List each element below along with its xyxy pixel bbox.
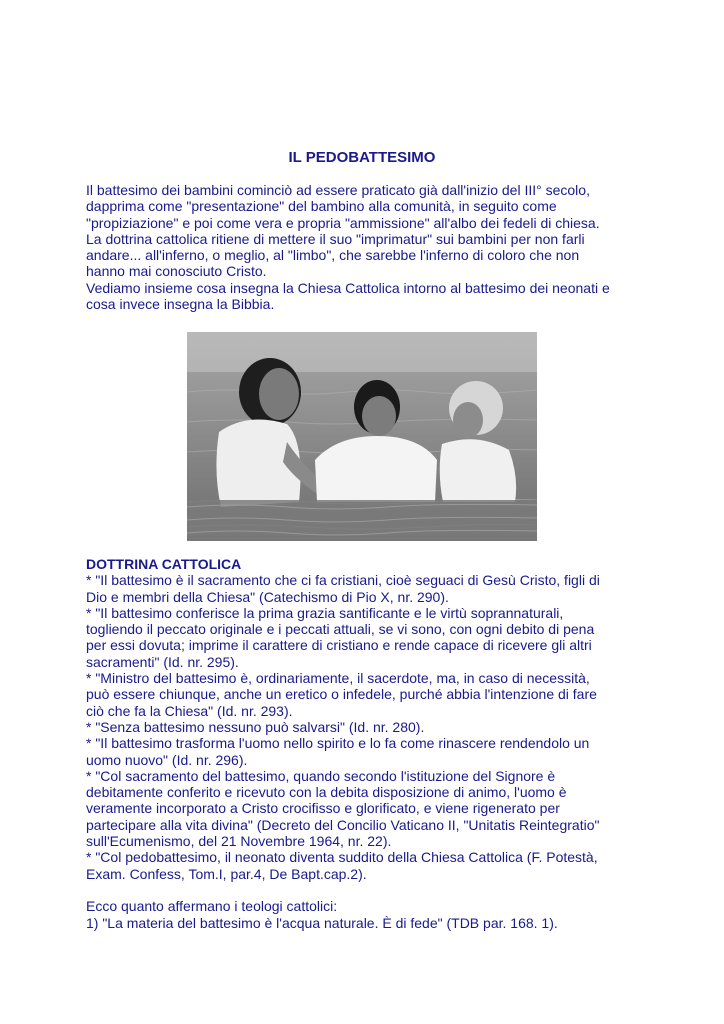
doctrine-line: Dio e membri della Chiesa" (Catechismo di Pio X, nr. 290).	[86, 588, 449, 605]
doctrine-line: * "Senza battesimo nessuno può salvarsi" (Id. nr. 280).	[86, 718, 425, 735]
doctrine-line: Exam. Confess, Tom.I, par.4, De Bapt.cap.2).	[86, 865, 367, 882]
doctrine-line: ciò che fa la Chiesa" (Id. nr. 293).	[86, 702, 293, 719]
intro-line: andare... all'inferno, o meglio, al "limbo", che sarebbe l'inferno di coloro che non	[86, 247, 580, 264]
doctrine-line: * "Ministro del battesimo è, ordinariamente, il sacerdote, ma, in caso di necessità,	[86, 670, 590, 687]
doctrine-line: * "Col pedobattesimo, il neonato diventa suddito della Chiesa Cattolica (F. Potestà,	[86, 849, 598, 866]
doctrine-line: sull'Ecumenismo, del 21 Novembre 1964, nr. 22).	[86, 833, 392, 850]
baptism-photo	[187, 332, 537, 541]
doctrine-line: debitamente conferito e ricevuto con la debita disposizione di animo, l'uomo è	[86, 784, 567, 801]
doctrine-line: partecipare alla vita divina" (Decreto del Concilio Vaticano II, "Unitatis Reintegratio"	[86, 816, 600, 833]
doctrine-line: * "Col sacramento del battesimo, quando secondo l'istituzione del Signore è	[86, 767, 556, 784]
intro-line: Vediamo insieme cosa insegna la Chiesa Cattolica intorno al battesimo dei neonati e	[86, 279, 610, 296]
doctrine-line: veramente incorporato a Cristo crocifisso e glorificato, e viene rigenerato per	[86, 800, 560, 817]
intro-line: hanno mai conosciuto Cristo.	[86, 263, 267, 280]
baptism-photo-icon	[187, 332, 537, 541]
intro-line: La dottrina cattolica ritiene di mettere il suo "imprimatur" sui bambini per non farli	[86, 230, 585, 247]
doctrine-line: uomo nuovo" (Id. nr. 296).	[86, 751, 248, 768]
closing-line: Ecco quanto affermano i teologi cattolici:	[86, 898, 338, 915]
doctrine-line: * "Il battesimo è il sacramento che ci fa cristiani, cioè seguaci di Gesù Cristo, figli di	[86, 572, 600, 589]
paragraph-spacer	[86, 882, 646, 898]
doctrine-line: * "Il battesimo trasforma l'uomo nello spirito e lo fa come rinascere rendendolo un	[86, 735, 590, 752]
doctrine-line: per essi dovuta; imprime il carattere di cristiano e rende capace di ricevere gli altri	[86, 637, 592, 654]
doctrine-line: togliendo il peccato originale e i peccati attuali, se vi sono, con ogni debito di pena	[86, 621, 595, 638]
doctrine-section	[86, 556, 646, 931]
closing-line: 1) "La materia del battesimo è l'acqua naturale. È di fede" (TDB par. 168. 1).	[86, 914, 558, 931]
doctrine-line: può essere chiunque, anche un eretico o infedele, purché abbia l'intenzione di fare	[86, 686, 597, 703]
doctrine-line: sacramenti" (Id. nr. 295).	[86, 653, 239, 670]
intro-line: cosa invece insegna la Bibbia.	[86, 296, 275, 313]
intro-line: "propiziazione" e poi come vera e propria "ammissione" all'albo dei fedeli di chiesa.	[86, 214, 600, 231]
section-heading: DOTTRINA CATTOLICA	[86, 556, 242, 572]
intro-line: Il battesimo dei bambini cominciò ad essere praticato già dall'inizio del III° secolo,	[86, 182, 590, 198]
intro-line: dapprima come "presentazione" del bambino alla comunità, in seguito come	[86, 198, 557, 215]
page-title: IL PEDOBATTESIMO	[288, 149, 436, 166]
intro-paragraph	[86, 182, 646, 312]
doctrine-line: * "Il battesimo conferisce la prima grazia santificante e le virtù soprannaturali,	[86, 604, 564, 621]
